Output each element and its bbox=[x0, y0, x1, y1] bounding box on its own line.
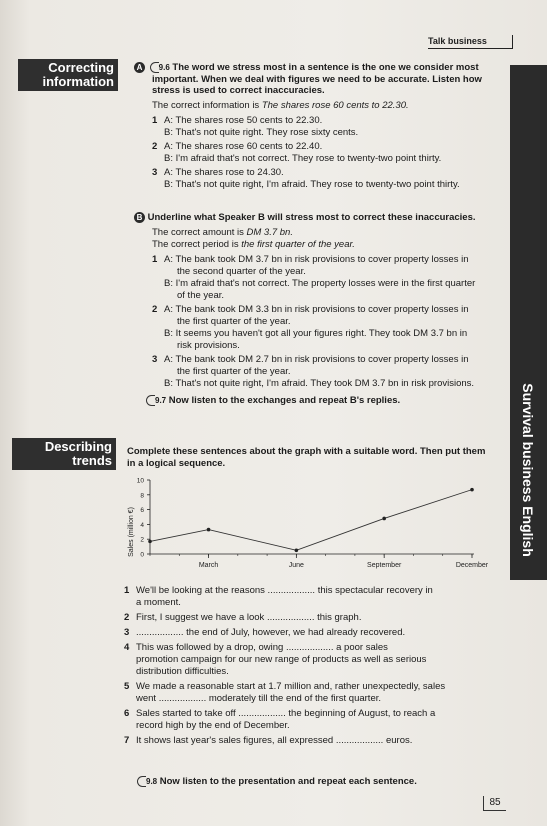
speaker-a-line: A: The bank took DM 2.7 bn in risk provisions to cover property losses in bbox=[164, 353, 469, 365]
audio-icon bbox=[137, 776, 146, 787]
x-tick-label: December bbox=[455, 562, 489, 569]
exercise-a-items bbox=[134, 115, 484, 191]
sentence-line: record high by the end of December. bbox=[136, 720, 290, 731]
dialogue-item bbox=[152, 254, 484, 302]
speaker-b-line: B: That's not quite right. They rose sixty cents. bbox=[164, 126, 359, 138]
correct-prefix: The correct information is bbox=[152, 99, 262, 111]
audio-icon bbox=[150, 62, 159, 73]
item-number: 1 bbox=[152, 253, 158, 265]
amount-prefix: The correct amount is bbox=[152, 226, 247, 238]
item-number: 6 bbox=[124, 708, 130, 719]
sentence-line: distribution difficulties. bbox=[136, 666, 229, 677]
sentence-line: went .................. moderately till the end of the first quarter. bbox=[136, 693, 382, 704]
dialogue-item bbox=[152, 354, 484, 390]
instruction-line: in a logical sequence. bbox=[127, 457, 226, 469]
amount-value: DM 3.7 bn. bbox=[246, 226, 293, 238]
sentence-line: We'll be looking at the reasons .................. this spectacular recovery in bbox=[136, 585, 433, 596]
y-tick-label: 6 bbox=[140, 507, 144, 515]
y-tick-label: 0 bbox=[140, 551, 144, 559]
sentence-line: First, I suggest we have a look .................. this graph. bbox=[136, 612, 362, 623]
section-label-trends bbox=[12, 438, 116, 470]
sentence-item bbox=[124, 642, 484, 678]
trends-instruction bbox=[127, 446, 487, 469]
instruction-line: important. When we deal with figures we need to be accurate. Listen how bbox=[152, 73, 482, 85]
speaker-a-line: A: The shares rose 50 cents to 22.30. bbox=[164, 114, 323, 126]
listen-text: Now listen to the presentation and repeat each sentence. bbox=[159, 776, 417, 788]
speaker-a-line: A: The bank took DM 3.3 bn in risk provisions to cover property losses in bbox=[164, 303, 469, 315]
item-number: 3 bbox=[152, 353, 158, 365]
running-title: Talk business bbox=[428, 36, 487, 46]
correct-information bbox=[134, 100, 484, 112]
speaker-a-line-cont: the first quarter of the year. bbox=[177, 365, 291, 377]
dialogue-item bbox=[152, 115, 484, 139]
item-number: 3 bbox=[152, 166, 158, 178]
period-prefix: The correct period is bbox=[152, 238, 242, 250]
period-value: the first quarter of the year. bbox=[241, 238, 355, 250]
dialogue-item bbox=[152, 304, 484, 352]
sales-series-line bbox=[150, 490, 472, 551]
speaker-a-line: A: The shares rose to 24.30. bbox=[164, 166, 284, 178]
item-number: 1 bbox=[152, 114, 158, 126]
exercise-b bbox=[134, 212, 484, 406]
dialogue-item bbox=[152, 141, 484, 165]
speaker-b-line: B: I'm afraid that's not correct. The property losses were in the first quarter bbox=[164, 277, 476, 289]
track-number: 9.8 bbox=[146, 777, 158, 787]
speaker-a-line: A: The bank took DM 3.7 bn in risk provisions to cover property losses in bbox=[164, 253, 469, 265]
item-number: 3 bbox=[124, 627, 130, 638]
data-point bbox=[148, 540, 152, 544]
sentence-line: This was followed by a drop, owing .................. a poor sales bbox=[136, 642, 388, 653]
listen-instruction bbox=[135, 776, 417, 788]
sentence-line: .................. the end of July, however, we had already recovered. bbox=[136, 627, 406, 638]
exercise-b-items bbox=[134, 254, 484, 390]
header-rule-tick bbox=[512, 35, 513, 49]
track-number: 9.6 bbox=[158, 63, 170, 73]
section-label-line: Correcting bbox=[48, 60, 114, 75]
chart-marks bbox=[137, 478, 489, 570]
section-label-line: Describing bbox=[44, 439, 112, 454]
sentence-list bbox=[124, 582, 484, 747]
y-tick-label: 2 bbox=[140, 536, 144, 544]
speaker-b-line: B: It seems you haven't got all your figures right. They took DM 3.7 bn in bbox=[164, 327, 468, 339]
x-tick-label: March bbox=[198, 562, 219, 569]
sentence-item bbox=[124, 681, 484, 705]
exercise-badge-a: A bbox=[134, 62, 145, 73]
speaker-b-line: B: That's not quite right, I'm afraid. They rose to twenty-two point thirty. bbox=[164, 178, 460, 190]
sentence-item bbox=[124, 735, 484, 747]
x-tick-label: June bbox=[288, 562, 304, 569]
sentence-line: a moment. bbox=[136, 597, 181, 608]
speaker-b-line: B: That's not quite right, I'm afraid. They took DM 3.7 bn in risk provisions. bbox=[164, 377, 475, 389]
speaker-b-line: B: I'm afraid that's not correct. They rose to twenty-two point thirty. bbox=[164, 152, 442, 164]
item-number: 5 bbox=[124, 681, 130, 692]
sentence-item bbox=[124, 627, 484, 639]
x-tick-label: September bbox=[367, 562, 402, 569]
data-point bbox=[295, 549, 299, 553]
item-number: 2 bbox=[152, 303, 158, 315]
y-tick-label: 4 bbox=[140, 521, 144, 529]
speaker-a-line: A: The shares rose 60 cents to 22.40. bbox=[164, 140, 323, 152]
section-label-correcting bbox=[18, 59, 118, 91]
data-point bbox=[207, 528, 211, 532]
y-tick-label: 10 bbox=[136, 477, 144, 485]
speaker-a-line-cont: the second quarter of the year. bbox=[177, 265, 306, 277]
listen-text: Now listen to the exchanges and repeat B's replies. bbox=[168, 394, 401, 406]
speaker-b-line-cont: risk provisions. bbox=[177, 339, 240, 351]
listen-instruction bbox=[134, 395, 484, 407]
exercise-badge-b: B bbox=[134, 212, 145, 223]
section-label-line: information bbox=[42, 74, 114, 89]
sentence-item bbox=[124, 585, 484, 609]
item-number: 2 bbox=[124, 612, 130, 623]
y-axis-label: Sales (million €) bbox=[128, 507, 135, 557]
track-number: 9.7 bbox=[155, 395, 167, 405]
header-rule bbox=[428, 48, 513, 49]
data-point bbox=[470, 488, 474, 492]
exercise-a bbox=[134, 62, 484, 191]
side-tab-label: Survival business English bbox=[520, 383, 536, 557]
audio-icon bbox=[146, 395, 155, 406]
speaker-a-line-cont: the first quarter of the year. bbox=[177, 315, 291, 327]
sentence-line: It shows last year's sales figures, all expressed .................. euros. bbox=[136, 735, 413, 746]
correct-value: The shares rose 60 cents to 22.30. bbox=[261, 99, 409, 111]
speaker-b-line-cont: of the year. bbox=[177, 289, 225, 301]
sentence-item bbox=[124, 612, 484, 624]
sentence-line: We made a reasonable start at 1.7 million and, rather unexpectedly, sales bbox=[136, 681, 446, 692]
item-number: 7 bbox=[124, 735, 130, 746]
y-tick-label: 8 bbox=[140, 492, 144, 500]
sales-line-chart bbox=[122, 474, 492, 578]
data-point bbox=[382, 517, 386, 521]
correct-period bbox=[134, 239, 484, 251]
dialogue-item bbox=[152, 167, 484, 191]
correct-amount bbox=[134, 227, 484, 239]
item-number: 2 bbox=[152, 140, 158, 152]
instruction-line: stress is used to correct inaccuracies. bbox=[152, 85, 325, 97]
item-number: 4 bbox=[124, 642, 130, 653]
instruction-line: Complete these sentences about the graph with a suitable word. Then put them bbox=[127, 446, 486, 457]
page-number: 85 bbox=[483, 796, 506, 811]
item-number: 1 bbox=[124, 585, 130, 596]
instruction-line: The word we stress most in a sentence is the one we consider most bbox=[172, 62, 479, 74]
sentence-item bbox=[124, 708, 484, 732]
sentence-line: promotion campaign for our new range of products as well as serious bbox=[136, 654, 427, 665]
section-label-line: trends bbox=[72, 453, 112, 468]
sentence-line: Sales started to take off .................. the beginning of August, to reach a bbox=[136, 708, 436, 719]
instruction-line: Underline what Speaker B will stress most to correct these inaccuracies. bbox=[147, 212, 476, 224]
